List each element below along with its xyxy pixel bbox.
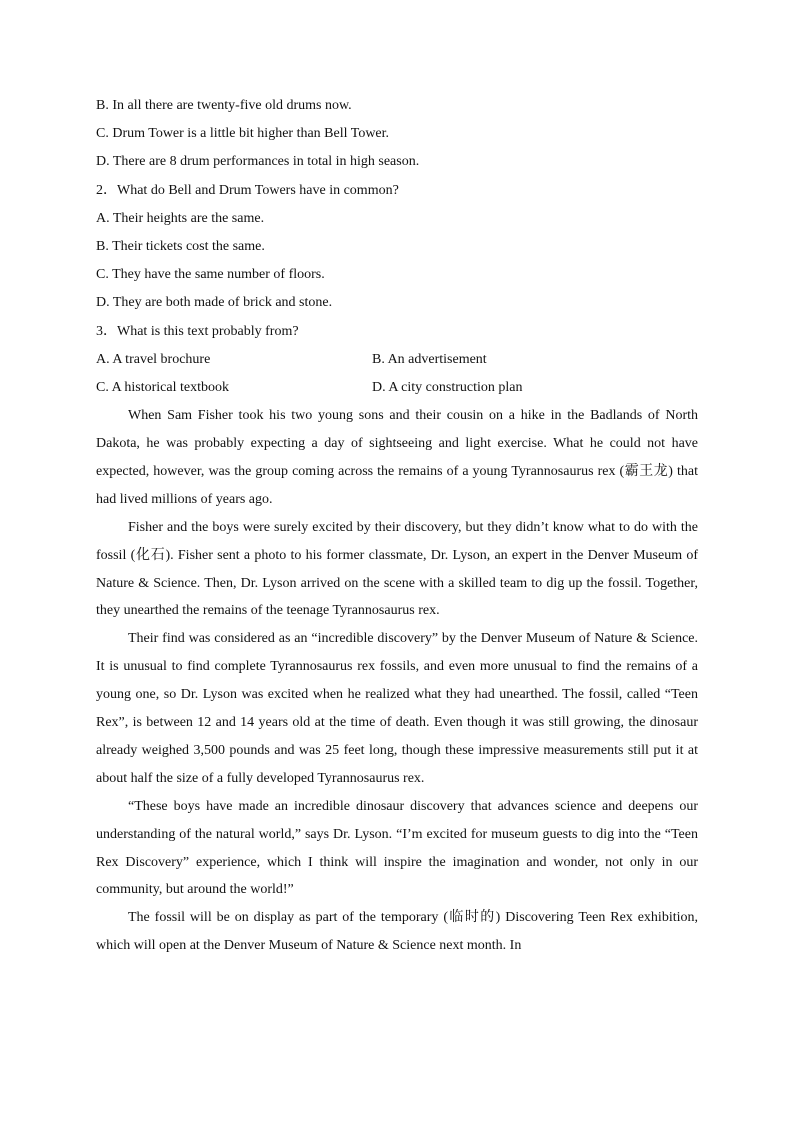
- passage-paragraph: When Sam Fisher took his two young sons and their cousin on a hike in the Badlands of North Dakota, he was probably expecting a day of sightseeing and light exercise. What he could not have expected, however, was the group coming across the remains of a young Tyrannosaurus rex (霸王龙) that had lived millions of years ago.: [96, 408, 698, 507]
- q3-stem: 3．What is this text probably from?: [96, 323, 299, 339]
- q3-option-d: D. A city construction plan: [372, 379, 523, 395]
- passage-paragraph: Fisher and the boys were surely excited by their discovery, but they didn’t know what to do with the fossil (化石). Fisher sent a photo to his former classmate, Dr. Lyson, an expert in the Denver Museum of Nature & Science. Then, Dr. Lyson arrived on the scene with a skilled team to dig up the fossil. Together, they unearthed the remains of the teenage Tyrannosaurus rex.: [96, 519, 698, 619]
- passage-paragraph: “These boys have made an incredible dinosaur discovery that advances science and deepens our understanding of the natural world,” says Dr. Lyson. “I’m excited for museum guests to dig into the “Teen Rex Discovery” experience, which I think will inspire the imagination and wonder, not only in our community, but around the world!”: [96, 798, 698, 898]
- q3-options-row-2: [96, 374, 698, 402]
- q3-option-b: B. An advertisement: [372, 351, 487, 367]
- q2-option-d: D. They are both made of brick and stone.: [96, 295, 333, 311]
- q3-option-c: C. A historical textbook: [96, 379, 229, 395]
- q3-option-a: A. A travel brochure: [96, 351, 211, 367]
- passage-paragraph: Their find was considered as an “incredible discovery” by the Denver Museum of Nature & Science. It is unusual to find complete Tyrannosaurus rex fossils, and even more unusual to find the remains of a young one, so Dr. Lyson was excited when he realized what they had unearthed. The fossil, called “Teen Rex”, is between 12 and 14 years old at the time of death. Even though it was still growing, the dinosaur already weighed 3,500 pounds and was 25 feet long, though these impressive measurements still put it at about half the size of a fully developed Tyrannosaurus rex.: [96, 631, 698, 786]
- q2-stem: 2．What do Bell and Drum Towers have in common?: [96, 182, 399, 198]
- passage-paragraph: The fossil will be on display as part of the temporary (临时的) Discovering Teen Rex exhibition, which will open at the Denver Museum of Nature & Science next month. In: [96, 910, 698, 954]
- q2-option-b: B. Their tickets cost the same.: [96, 238, 265, 254]
- q1-option-c: C. Drum Tower is a little bit higher than Bell Tower.: [96, 126, 390, 142]
- document-page: [96, 92, 698, 960]
- q3-options-row-1: [96, 346, 698, 374]
- q2-option-a: A. Their heights are the same.: [96, 210, 265, 226]
- q1-option-b: B. In all there are twenty-five old drums now.: [96, 98, 352, 113]
- q2-option-c: C. They have the same number of floors.: [96, 267, 325, 283]
- q1-option-d: D. There are 8 drum performances in total in high season.: [96, 154, 420, 170]
